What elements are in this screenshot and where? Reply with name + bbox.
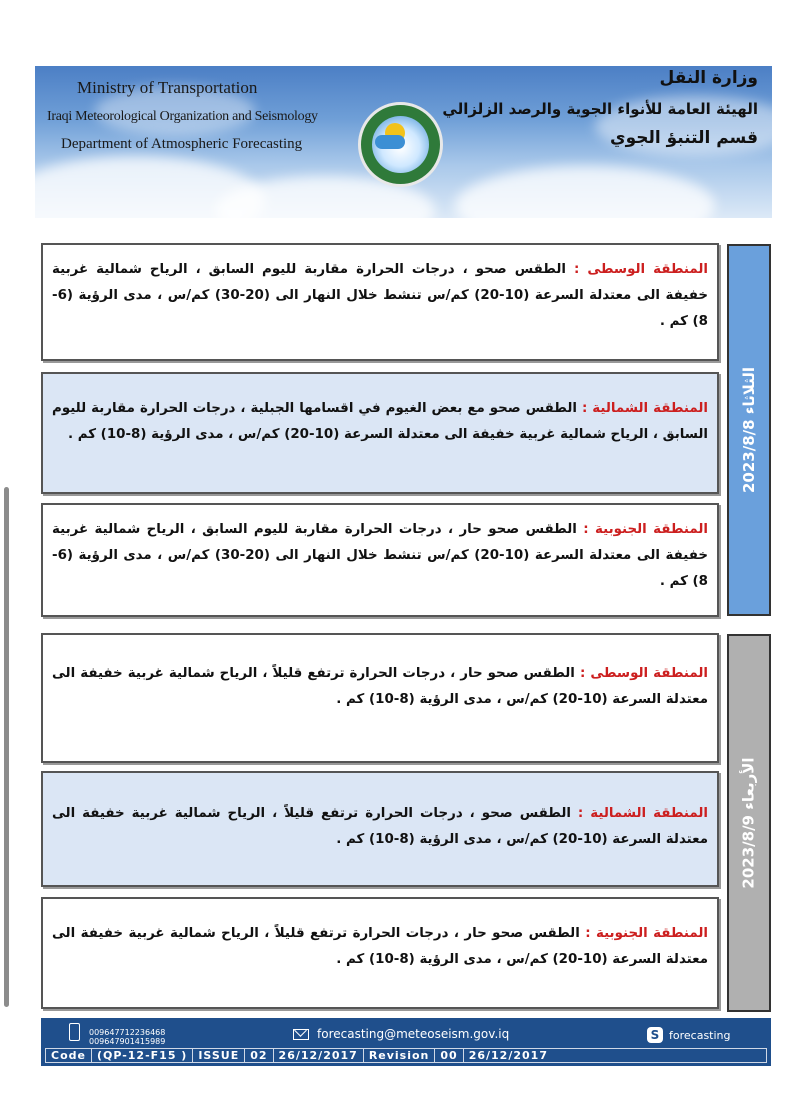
phone-numbers: [89, 1028, 165, 1046]
forecast-day2-north: [41, 771, 719, 887]
region-name: المنطقة الشمالية :: [577, 806, 708, 821]
scrollbar[interactable]: [4, 487, 9, 1007]
region-name: المنطقة الجنوبية :: [585, 926, 708, 941]
footer: [41, 1018, 771, 1066]
region-name: المنطقة الشمالية :: [581, 401, 708, 416]
region-name: المنطقة الجنوبية :: [583, 522, 708, 537]
forecast-text: الطقس صحو حار ، درجات الحرارة ترتفع قليلاً ، الرياح شمالية غربية خفيفة الى معتدلة السرعة (10-20) كم/س ، مدى الرؤية (8-10) كم .: [52, 926, 708, 967]
ministry-name-en: Ministry of Transportation: [77, 78, 258, 97]
organization-name-ar: الهيئة العامة للأنواء الجوية والرصد الزلزالي: [442, 100, 758, 118]
code-value: (QP-12-F15 ): [92, 1049, 193, 1062]
issue-number: 02: [245, 1049, 273, 1062]
forecast-text: الطقس صحو حار ، درجات الحرارة مقاربة لليوم السابق ، الرياح شمالية غربية خفيفة الى معتدلة السرعة (10-20) كم/س تنشط خلال النهار الى (20-30) كم/س ، مدى الرؤية (6-8) كم .: [52, 522, 708, 589]
skype-icon: S: [647, 1027, 663, 1043]
skype-contact[interactable]: [647, 1027, 731, 1043]
region-name: المنطقة الوسطى :: [573, 262, 708, 277]
header-banner: [35, 66, 772, 218]
date-label-day2: الأربعاء 2023/8/9: [727, 634, 771, 1012]
phone-icon: [69, 1023, 80, 1041]
mail-icon: [293, 1029, 309, 1040]
email-address[interactable]: forecasting@meteoseism.gov.iq: [317, 1027, 510, 1041]
skype-name[interactable]: forecasting: [669, 1028, 731, 1042]
ministry-name-ar: وزارة النقل: [659, 68, 758, 88]
email-contact[interactable]: [293, 1027, 509, 1041]
document-code-row: [45, 1048, 767, 1063]
date-label-day1: الثلاثاء 2023/8/8: [727, 244, 771, 616]
code-label: Code: [46, 1049, 92, 1062]
phone-number: 009647901415989: [89, 1037, 166, 1046]
region-name: المنطقة الوسطى :: [579, 666, 708, 681]
forecast-text: الطقس صحو ، درجات الحرارة مقاربة لليوم السابق ، الرياح شمالية غربية خفيفة الى معتدلة السرعة (10-20) كم/س تنشط خلال النهار الى (20-30) كم/س ، مدى الرؤية (6-8) كم .: [52, 262, 708, 329]
phone-number: 009647712236468: [89, 1028, 166, 1037]
forecast-text: الطقس صحو حار ، درجات الحرارة ترتفع قليلاً ، الرياح شمالية غربية خفيفة الى معتدلة السرعة (10-20) كم/س ، مدى الرؤية (8-10) كم .: [52, 666, 708, 707]
issue-date: 26/12/2017: [274, 1049, 364, 1062]
department-name-ar: قسم التنبؤ الجوي: [610, 128, 758, 148]
forecast-day1-central: [41, 243, 719, 361]
forecast-text: الطقس صحو ، درجات الحرارة ترتفع قليلاً ، الرياح شمالية غربية خفيفة الى معتدلة السرعة (10-20) كم/س ، مدى الرؤية (8-10) كم .: [52, 806, 708, 847]
forecast-day1-north: [41, 372, 719, 494]
forecast-day1-south: [41, 503, 719, 617]
department-name-en: Department of Atmospheric Forecasting: [61, 136, 303, 152]
forecast-day2-central: [41, 633, 719, 763]
issue-label: ISSUE: [193, 1049, 245, 1062]
organization-name-en: Iraqi Meteorological Organization and Seismology: [47, 109, 318, 124]
revision-number: 00: [435, 1049, 463, 1062]
revision-label: Revision: [364, 1049, 436, 1062]
forecast-text: الطقس صحو مع بعض الغيوم في اقسامها الجبلية ، درجات الحرارة مقاربة لليوم السابق ، الرياح شمالية غربية خفيفة الى معتدلة السرعة (10-20) كم/س ، مدى الرؤية (8-10) كم .: [52, 401, 708, 442]
forecast-day2-south: [41, 897, 719, 1009]
revision-date: 26/12/2017: [468, 1049, 548, 1062]
organization-logo-icon: [358, 102, 443, 187]
